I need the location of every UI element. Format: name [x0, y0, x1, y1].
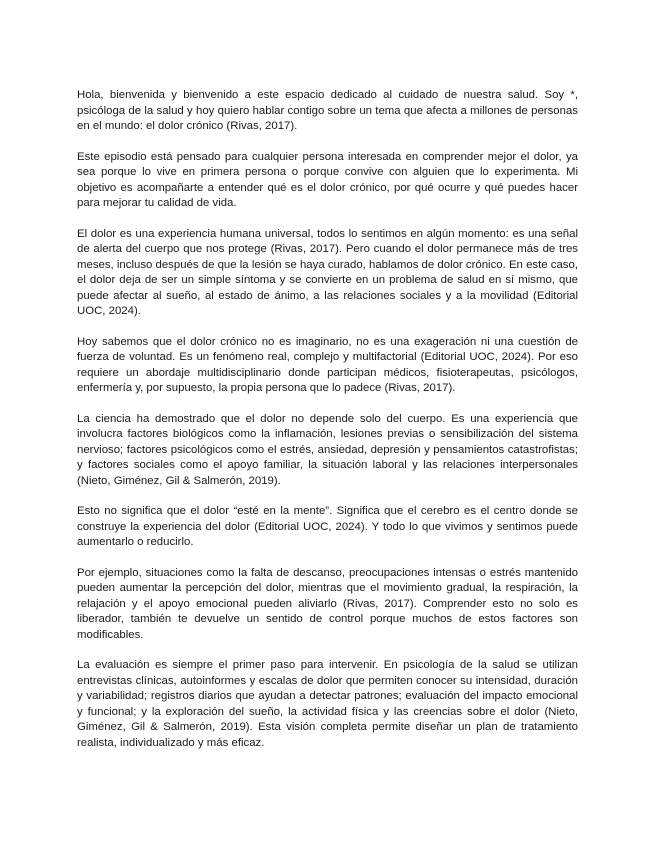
- paragraph-pain-definition: El dolor es una experiencia humana universal, todos lo sentimos en algún momento: es una señal de alerta del cuerpo que nos protege (Rivas, 2017). Pero cuando el dolor permanece más de tres meses, incluso después de que la lesión se haya curado, hablamos de dolor crónico. En este caso, el dolor deja de ser un simple síntoma y se convierte en un problema de salud en sí mismo, que puede afectar al sueño, al estado de ánimo, a las relaciones sociales y a la movilidad (Editorial UOC, 2024).: [77, 227, 578, 317]
- paragraph-examples: Por ejemplo, situaciones como la falta de descanso, preocupaciones intensas o estrés mantenido pueden aumentar la percepción del dolor, mientras que el movimiento gradual, la respiración, la relajación y el apoyo emocional pueden aliviarlo (Rivas, 2017). Comprender esto no solo es liberador, también te devuelve un sentido de control porque muchos de estos factores son modificables.: [77, 566, 578, 641]
- paragraph-evaluation: La evaluación es siempre el primer paso para intervenir. En psicología de la salud se utilizan entrevistas clínicas, autoinformes y escalas de dolor que permiten conocer su intensidad, duración y variabilidad; registros diarios que ayudan a detectar patrones; evaluación del impacto emocional y funcional; y la exploración del sueño, la actividad física y las creencias sobre el dolor (Nieto, Giménez, Gil & Salmerón, 2019). Esta visión completa permite diseñar un plan de tratamiento realista, individualizado y más eficaz.: [77, 659, 578, 749]
- document-body: [77, 88, 578, 766]
- paragraph-brain-experience: Esto no significa que el dolor “esté en la mente”. Significa que el cerebro es el centro donde se construye la experiencia del dolor (Editorial UOC, 2024). Y todo lo que vivimos y sentimos puede aumentarlo o reducirlo.: [77, 505, 578, 548]
- paragraph-intro: Hola, bienvenida y bienvenido a este espacio dedicado al cuidado de nuestra salud. Soy *, psicóloga de la salud y hoy quiero hablar contigo sobre un tema que afecta a millones de personas en el mundo: el dolor crónico (Rivas, 2017).: [77, 89, 578, 132]
- paragraph-chronic-pain-real: Hoy sabemos que el dolor crónico no es imaginario, no es una exageración ni una cuestión de fuerza de voluntad. Es un fenómeno real, complejo y multifactorial (Editorial UOC, 2024). Por eso requiere un abordaje multidisciplinario donde participan médicos, fisioterapeutas, psicólogos, enfermería y, por supuesto, la propia persona que lo padece (Rivas, 2017).: [77, 335, 578, 394]
- paragraph-episode-purpose: Este episodio está pensado para cualquier persona interesada en comprender mejor el dolor, ya sea porque lo vive en primera persona o porque convive con alguien que lo experimenta. Mi objetivo es acompañarte a entender qué es el dolor crónico, por qué ocurre y qué puedes hacer para mejorar tu calidad de vida.: [77, 150, 578, 209]
- paragraph-science-factors: La ciencia ha demostrado que el dolor no depende solo del cuerpo. Es una experiencia que involucra factores biológicos como la inflamación, lesiones previas o sensibilización del sistema nervioso; factores psicológicos como el estrés, ansiedad, depresión y pensamientos catastrofistas; y factores sociales como el apoyo familiar, la situación laboral y las relaciones interpersonales (Nieto, Giménez, Gil & Salmerón, 2019).: [77, 412, 578, 487]
